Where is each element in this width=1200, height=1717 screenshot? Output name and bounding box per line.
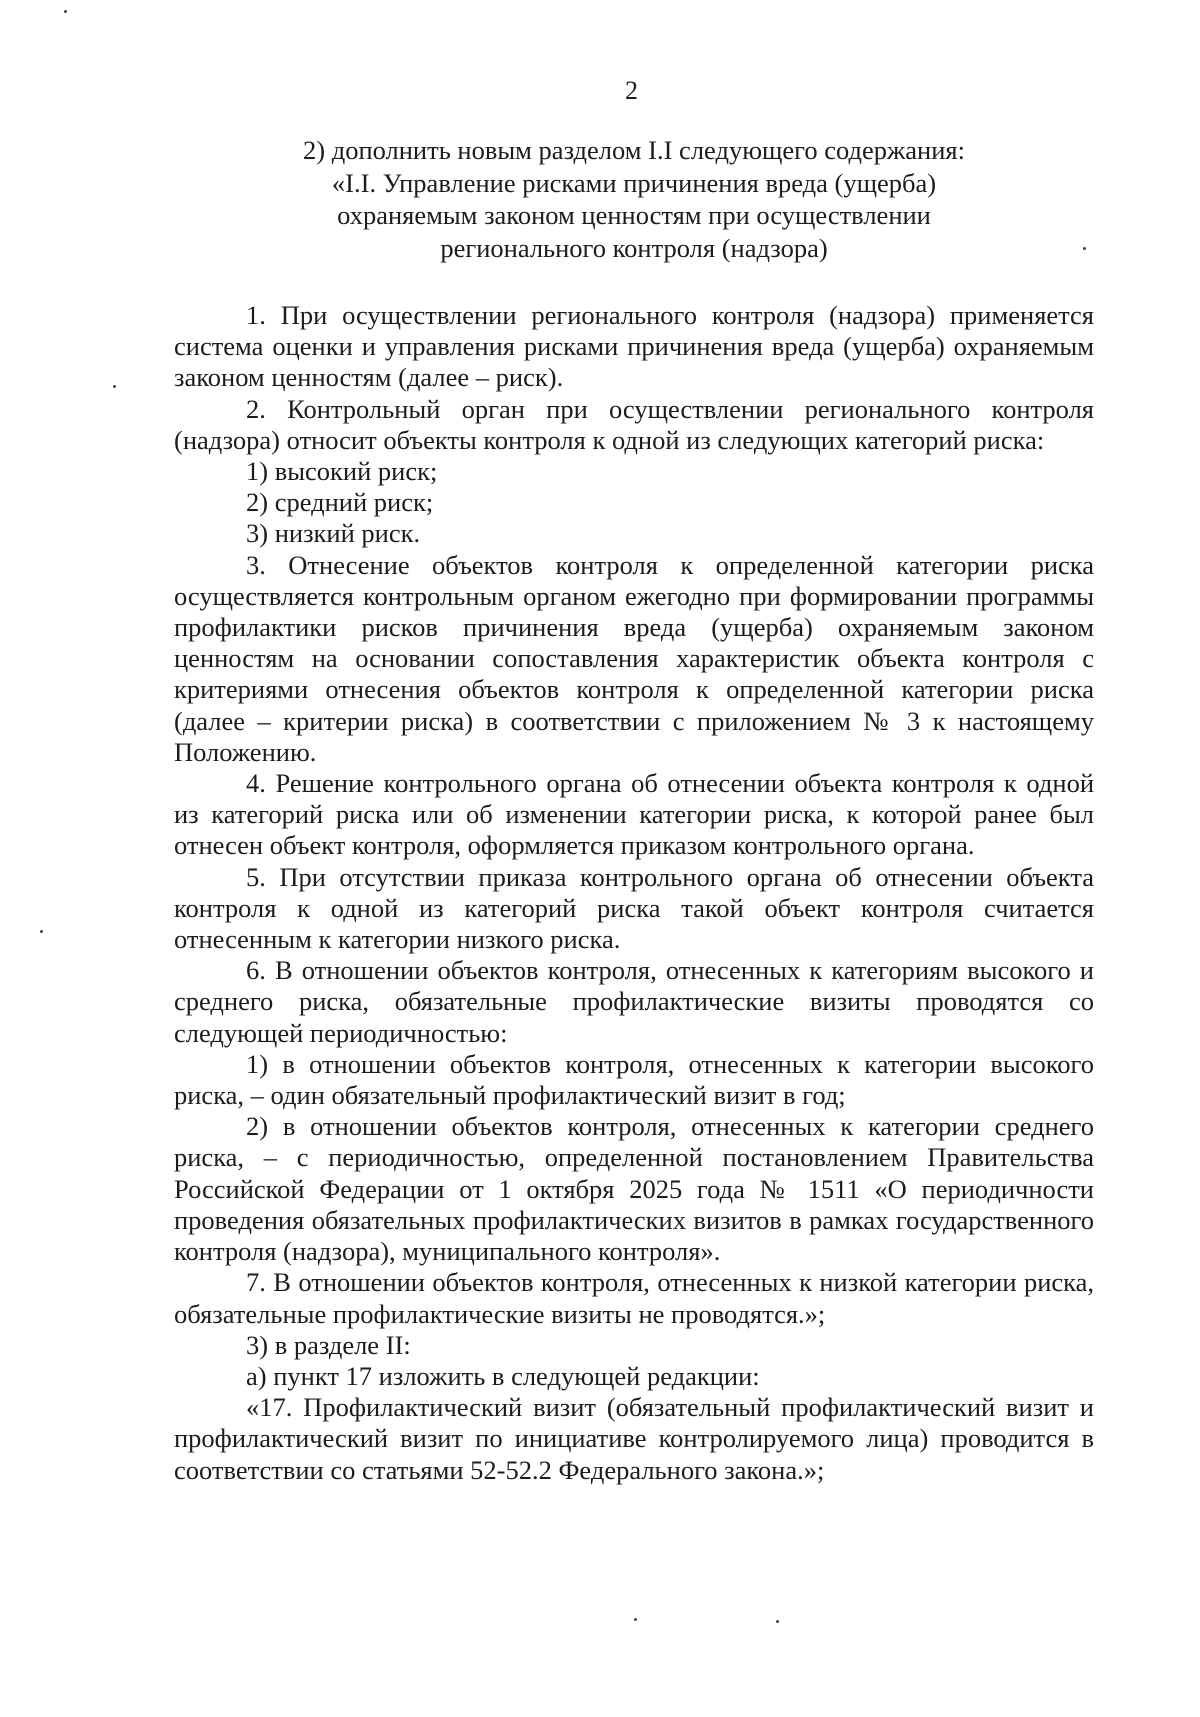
paragraph: «17. Профилактический визит (обязательный профилактический визит и профилактический визит по инициативе контролируемого лица) проводится в соответствии со статьями 52-52.2 Федерального закона.»; <box>174 1392 1094 1485</box>
scan-speck <box>64 10 67 13</box>
paragraph: 4. Решение контрольного органа об отнесении объекта контроля к одной из категорий риска или об изменении категории риска, к которой ранее был отнесен объект контроля, оформляется приказом контрольного органа. <box>174 768 1094 861</box>
paragraph: 7. В отношении объектов контроля, отнесенных к низкой категории риска, обязательные профилактические визиты не проводятся.»; <box>174 1267 1094 1329</box>
paragraph: 5. При отсутствии приказа контрольного органа об отнесении объекта контроля к одной из категорий риска такой объект контроля считается отнесенным к категории низкого риска. <box>174 861 1094 955</box>
paragraph: 6. В отношении объектов контроля, отнесенных к категориям высокого и среднего риска, обязательные профилактические визиты проводятся со следующей периодичностью: <box>174 955 1094 1048</box>
page-number: 2 <box>625 76 638 105</box>
heading-line: 2) дополнить новым разделом I.I следующего содержания: <box>303 135 965 165</box>
scan-speck <box>1083 247 1086 250</box>
paragraph: 1) высокий риск; <box>246 456 438 487</box>
scan-speck <box>776 1620 779 1623</box>
paragraph: 3) в разделе II: <box>246 1329 411 1360</box>
section-heading <box>174 134 1094 264</box>
paragraph: 1. При осуществлении регионального контроля (надзора) применяется система оценки и управления рисками причинения вреда (ущерба) охраняемым законом ценностям (далее – риск). <box>174 300 1094 393</box>
scan-speck <box>40 930 43 933</box>
paragraph: 2. Контрольный орган при осуществлении регионального контроля (надзора) относит объекты контроля к одной из следующих категорий риска: <box>174 393 1094 455</box>
heading-line: регионального контроля (надзора) <box>440 232 828 263</box>
heading-line: «I.I. Управление рисками причинения вреда (ущерба) <box>331 167 937 198</box>
scan-speck <box>113 385 116 388</box>
heading-line: охраняемым законом ценностям при осуществлении <box>337 200 931 230</box>
paragraph: 1) в отношении объектов контроля, отнесенных к категории высокого риска, – один обязательный профилактический визит в год; <box>174 1048 1094 1111</box>
paragraph: 3) низкий риск. <box>246 518 421 549</box>
paragraph: 2) средний риск; <box>246 487 434 518</box>
scan-speck <box>634 1618 637 1621</box>
paragraph: 2) в отношении объектов контроля, отнесенных к категории среднего риска, – с периодичностью, определенной постановлением Правительства Российской Федерации от 1 октября 2025 года № 1511 «О периодичности проведения обязательных профилактических визитов в рамках государственного контроля (надзора), муниципального контроля». <box>174 1111 1094 1267</box>
paragraph: 3. Отнесение объектов контроля к определенной категории риска осуществляется контрольным органом ежегодно при формировании программы профилактики рисков причинения вреда (ущерба) охраняемым законом ценностям на основании сопоставления характеристик объекта контроля с критериями отнесения объектов контроля к определенной категории риска (далее – критерии риска) в соответствии с приложением № 3 к настоящему Положению. <box>174 549 1094 767</box>
paragraph: а) пункт 17 изложить в следующей редакции: <box>246 1360 760 1391</box>
document-body <box>174 300 1094 1486</box>
